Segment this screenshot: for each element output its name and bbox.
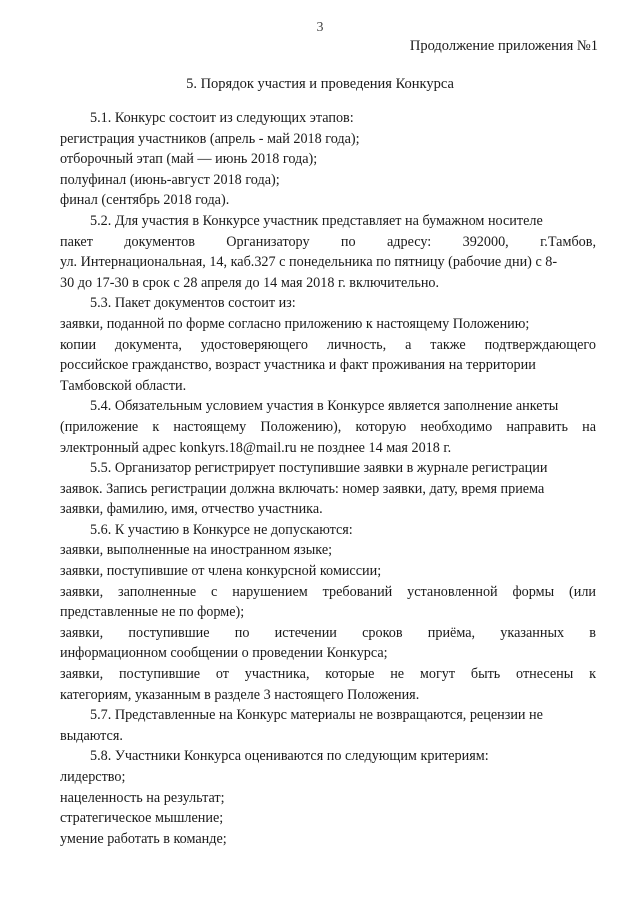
exclusion-item-line: категориям, указанным в разделе 3 настоящего Положения.: [60, 686, 420, 703]
criterion-item: нацеленность на результат;: [60, 789, 225, 806]
criterion-item: умение работать в команде;: [60, 830, 227, 847]
clause-5-2-line: 30 до 17-30 в срок с 28 апреля до 14 мая 2018 г. включительно.: [60, 274, 440, 291]
exclusion-item-line: заявки, заполненные с нарушением требований установленной формы (или: [60, 583, 596, 600]
document-item-line: российское гражданство, возраст участника и факт проживания на территории: [60, 357, 536, 374]
criterion-item: лидерство;: [60, 769, 126, 785]
clause-5-1: 5.1. Конкурс состоит из следующих этапов:: [90, 110, 354, 126]
clause-5-2-line: пакет документов Организатору по адресу: 392000, г.Тамбов,: [60, 233, 596, 250]
exclusion-item-line: заявки, поступившие от участника, которые не могут быть отнесены к: [60, 666, 596, 683]
exclusion-item: заявки, выполненные на иностранном языке;: [60, 542, 333, 559]
document-body: [60, 108, 596, 849]
clause-5-4-line: 5.4. Обязательным условием участия в Конкурсе является заполнение анкеты: [90, 398, 559, 415]
stage-item: отборочный этап (май — июнь 2018 года);: [60, 151, 318, 168]
clause-5-7-line: 5.7. Представленные на Конкурс материалы не возвращаются, рецензии не: [90, 707, 543, 724]
clause-5-5-line: заявки, фамилию, имя, отчество участника.: [60, 501, 323, 518]
stage-item: регистрация участников (апрель - май 2018 года);: [60, 130, 360, 147]
clause-5-8: 5.8. Участники Конкурса оцениваются по следующим критериям:: [90, 748, 489, 765]
exclusion-item-line: заявки, поступившие по истечении сроков приёма, указанных в: [60, 624, 596, 641]
section-title: 5. Порядок участия и проведения Конкурса: [186, 76, 454, 92]
clause-5-4-line: электронный адрес konkyrs.18@mail.ru не позднее 14 мая 2018 г.: [60, 439, 452, 456]
document-item-line: Тамбовской области.: [60, 377, 187, 394]
page-number: 3: [316, 20, 324, 35]
exclusion-item-line: информационном сообщении о проведении Конкурса;: [60, 645, 388, 662]
clause-5-6: 5.6. К участию в Конкурсе не допускаются:: [90, 521, 353, 538]
clause-5-5-line: 5.5. Организатор регистрирует поступившие заявки в журнале регистрации: [90, 460, 548, 477]
clause-5-5-line: заявок. Запись регистрации должна включать: номер заявки, дату, время приема: [60, 480, 545, 497]
clause-5-2-line: 5.2. Для участия в Конкурсе участник представляет на бумажном носителе: [90, 212, 543, 229]
appendix-continuation-note: Продолжение приложения №1: [409, 38, 598, 54]
document-item: заявки, поданной по форме согласно приложению к настоящему Положению;: [60, 315, 530, 332]
stage-item: финал (сентябрь 2018 года).: [60, 192, 230, 209]
clause-5-7-line: выдаются.: [60, 727, 123, 744]
clause-5-3: 5.3. Пакет документов состоит из:: [90, 295, 296, 312]
criterion-item: стратегическое мышление;: [60, 810, 224, 827]
clause-5-2-line: ул. Интернациональная, 14, каб.327 с понедельника по пятницу (рабочие дни) с 8-: [60, 254, 558, 271]
exclusion-item-line: представленные не по форме);: [60, 604, 245, 621]
exclusion-item: заявки, поступившие от члена конкурсной комиссии;: [60, 563, 382, 580]
document-item-line: копии документа, удостоверяющего личность, а также подтверждающего: [60, 336, 596, 353]
stage-item: полуфинал (июнь-август 2018 года);: [60, 171, 280, 188]
clause-5-4-line: (приложение к настоящему Положению), которую необходимо направить на: [60, 418, 596, 435]
